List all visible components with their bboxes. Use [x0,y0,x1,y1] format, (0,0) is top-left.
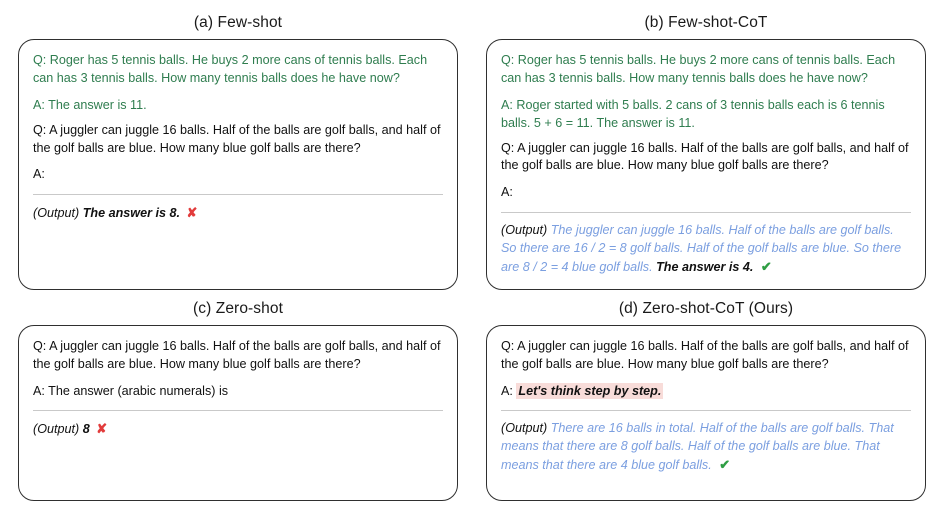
panel-d-question: Q: A juggler can juggle 16 balls. Half of the balls are golf balls, and half of the golf balls are blue. How many blue golf balls are there? [501,338,909,371]
panel-d-box [486,325,926,501]
panel-b-caption: (b) Few-shot-CoT [644,14,768,31]
panel-c-output [33,420,443,439]
panel-c-question: Q: A juggler can juggle 16 balls. Half of the balls are golf balls, and half of the golf balls are blue. How many blue golf balls are there? [33,338,441,371]
panel-d-divider [501,410,911,411]
panel-a-example-question: Q: Roger has 5 tennis balls. He buys 2 more cans of tennis balls. Each can has 3 tennis balls. How many tennis balls does he have now? [33,53,428,85]
panel-a-output-text: The answer is 8. [82,206,180,221]
panel-b-gap [501,133,911,140]
panel-b-output-answer: The answer is 4. [656,259,754,274]
panel-a-output-label: (Output) [33,206,80,221]
panel-d-caption: (d) Zero-shot-CoT (Ours) [618,299,794,317]
cross-icon: ✘ [96,421,108,437]
panel-b-divider [501,212,911,213]
panel-a-output [33,204,443,223]
cross-icon: ✘ [186,205,198,221]
panel-d-output [501,420,911,475]
panel-c-box [18,325,458,501]
panel-b-output-reasoning: The juggler can juggle 16 balls. Half of the balls are golf balls. So there are 16 / 2 = 8 golf balls. Half of the golf balls are blue. So there are 8 / 2 = 4 blue golf balls. [501,223,902,274]
panel-b-example-answer: A: Roger started with 5 balls. 2 cans of 3 tennis balls each is 6 tennis balls. 5 + 6 = 11. The answer is 11. [501,97,885,130]
check-icon: ✔ [760,258,772,274]
panel-b-box [486,39,926,290]
check-icon: ✔ [719,457,731,473]
panel-d-answer-prefix: A: [501,383,513,398]
panel-b-output-label: (Output) [501,223,548,238]
panel-c-output-label: (Output) [33,422,80,437]
panel-b-example-question: Q: Roger has 5 tennis balls. He buys 2 more cans of tennis balls. Each can has 3 tennis balls. How many tennis balls does he have now? [501,53,896,85]
panel-d-output-reasoning: There are 16 balls in total. Half of the balls are golf balls. That means that there are 8 golf balls. Half of the golf balls are blue. That means that there are 4 blue golf balls. [501,421,894,473]
panel-a-box [18,39,458,290]
panel-a-example-answer: A: The answer is 11. [33,97,147,112]
panel-a-answer-prefix: A: [33,167,45,182]
panel-b-answer-prefix: A: [501,185,513,200]
panel-a-caption: (a) Few-shot [193,14,283,31]
panel-a-question: Q: A juggler can juggle 16 balls. Half of the balls are golf balls, and half of the golf balls are blue. How many blue golf balls are there? [33,122,441,155]
panel-b-output [501,222,911,277]
panel-c-divider [33,410,443,411]
panel-zero-shot [18,300,458,501]
panel-d-answer-line [501,383,911,401]
panel-few-shot-cot [486,14,926,290]
panel-zero-shot-cot [486,300,926,501]
panel-d-output-label: (Output) [501,421,548,436]
panel-c-caption: (c) Zero-shot [192,299,283,317]
panel-a-gap [33,115,443,122]
panel-c-answer-prefix: A: The answer (arabic numerals) is [33,383,229,398]
panel-a-divider [33,194,443,195]
panel-few-shot [18,14,458,290]
panel-b-question: Q: A juggler can juggle 16 balls. Half of the balls are golf balls, and half of the golf balls are blue. How many blue golf balls are there? [501,140,909,173]
panel-d-trigger-prompt: Let's think step by step. [518,383,662,398]
panel-c-output-text: 8 [82,422,90,437]
